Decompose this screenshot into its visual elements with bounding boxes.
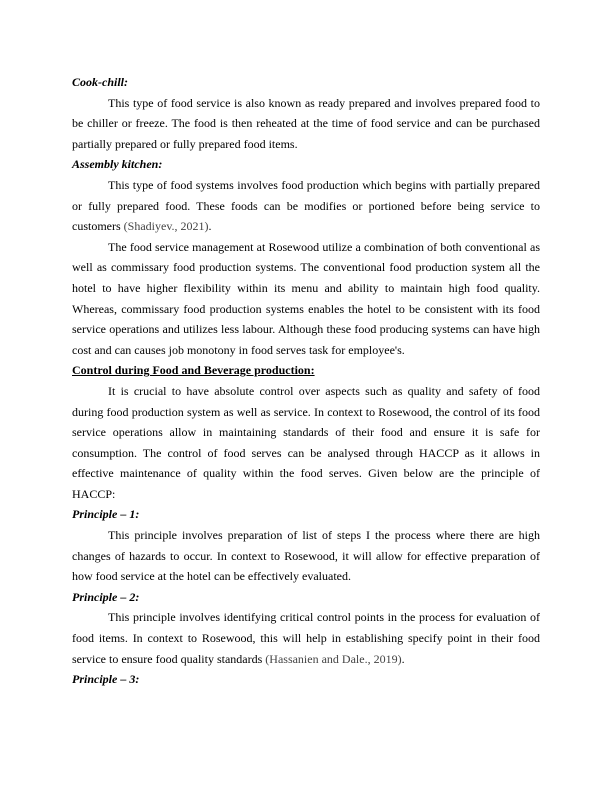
principle-2-text-end: . bbox=[401, 651, 405, 666]
citation-shadiyev: (Shadiyev., 2021) bbox=[123, 219, 209, 234]
cook-chill-heading: Cook-chill: bbox=[72, 75, 128, 89]
control-heading: Control during Food and Beverage production: bbox=[72, 363, 315, 378]
principle-2-text: This principle involves identifying critical control points in the process for evaluation of food items. In context to Rosewood, this will help in establishing specify point in their food service to ensure food quality standards bbox=[72, 610, 540, 666]
assembly-kitchen-text-end: . bbox=[208, 219, 212, 234]
principle-1-paragraph: This principle involves preparation of list of steps I the process where there are high changes of hazards to occur. In context to Rosewood, it will allow for effective preparation of how food service at the hotel can be effectively evaluated. bbox=[72, 528, 540, 584]
cook-chill-paragraph: This type of food service is also known as ready prepared and involves prepared food to be chiller or freeze. The food is then reheated at the time of food service and can be purchased partially prepared or fully prepared food items. bbox=[72, 95, 540, 151]
principle-3-heading: Principle – 3: bbox=[72, 672, 140, 687]
assembly-kitchen-heading: Assembly kitchen: bbox=[72, 157, 163, 172]
assembly-kitchen-text: This type of food systems involves food production which begins with partially prepared or fully prepared food. These foods can be modifies or portioned before being service to customers bbox=[72, 177, 540, 234]
principle-1-heading: Principle – 1: bbox=[72, 507, 140, 522]
assembly-kitchen-paragraph bbox=[72, 175, 540, 237]
principle-2-heading: Principle – 2: bbox=[72, 589, 140, 604]
control-paragraph: It is crucial to have absolute control over aspects such as quality and safety of food during food production system as well as service. In context to Rosewood, the control of its food service operations allow in maintaining standards of their food and ensure it is safe for consumption. The control of food serves can be analysed through HACCP as it allows in effective maintenance of quality within the food serves. Given below are the principle of HACCP: bbox=[72, 383, 540, 501]
rosewood-management-paragraph: The food service management at Rosewood utilize a combination of both conventional as well as commissary food production systems. The conventional food production system all the hotel to have higher flexibility within its menu and ability to maintain high food quality. Whereas, commissary food production systems enables the hotel to be consistent with its food service operations and utilizes less labour. Although these food producing systems can have high cost and can causes job monotony in food serves task for employee's. bbox=[72, 239, 540, 357]
citation-hassanien: (Hassanien and Dale., 2019) bbox=[265, 651, 402, 666]
document-page bbox=[72, 72, 540, 690]
principle-2-paragraph bbox=[72, 607, 540, 669]
